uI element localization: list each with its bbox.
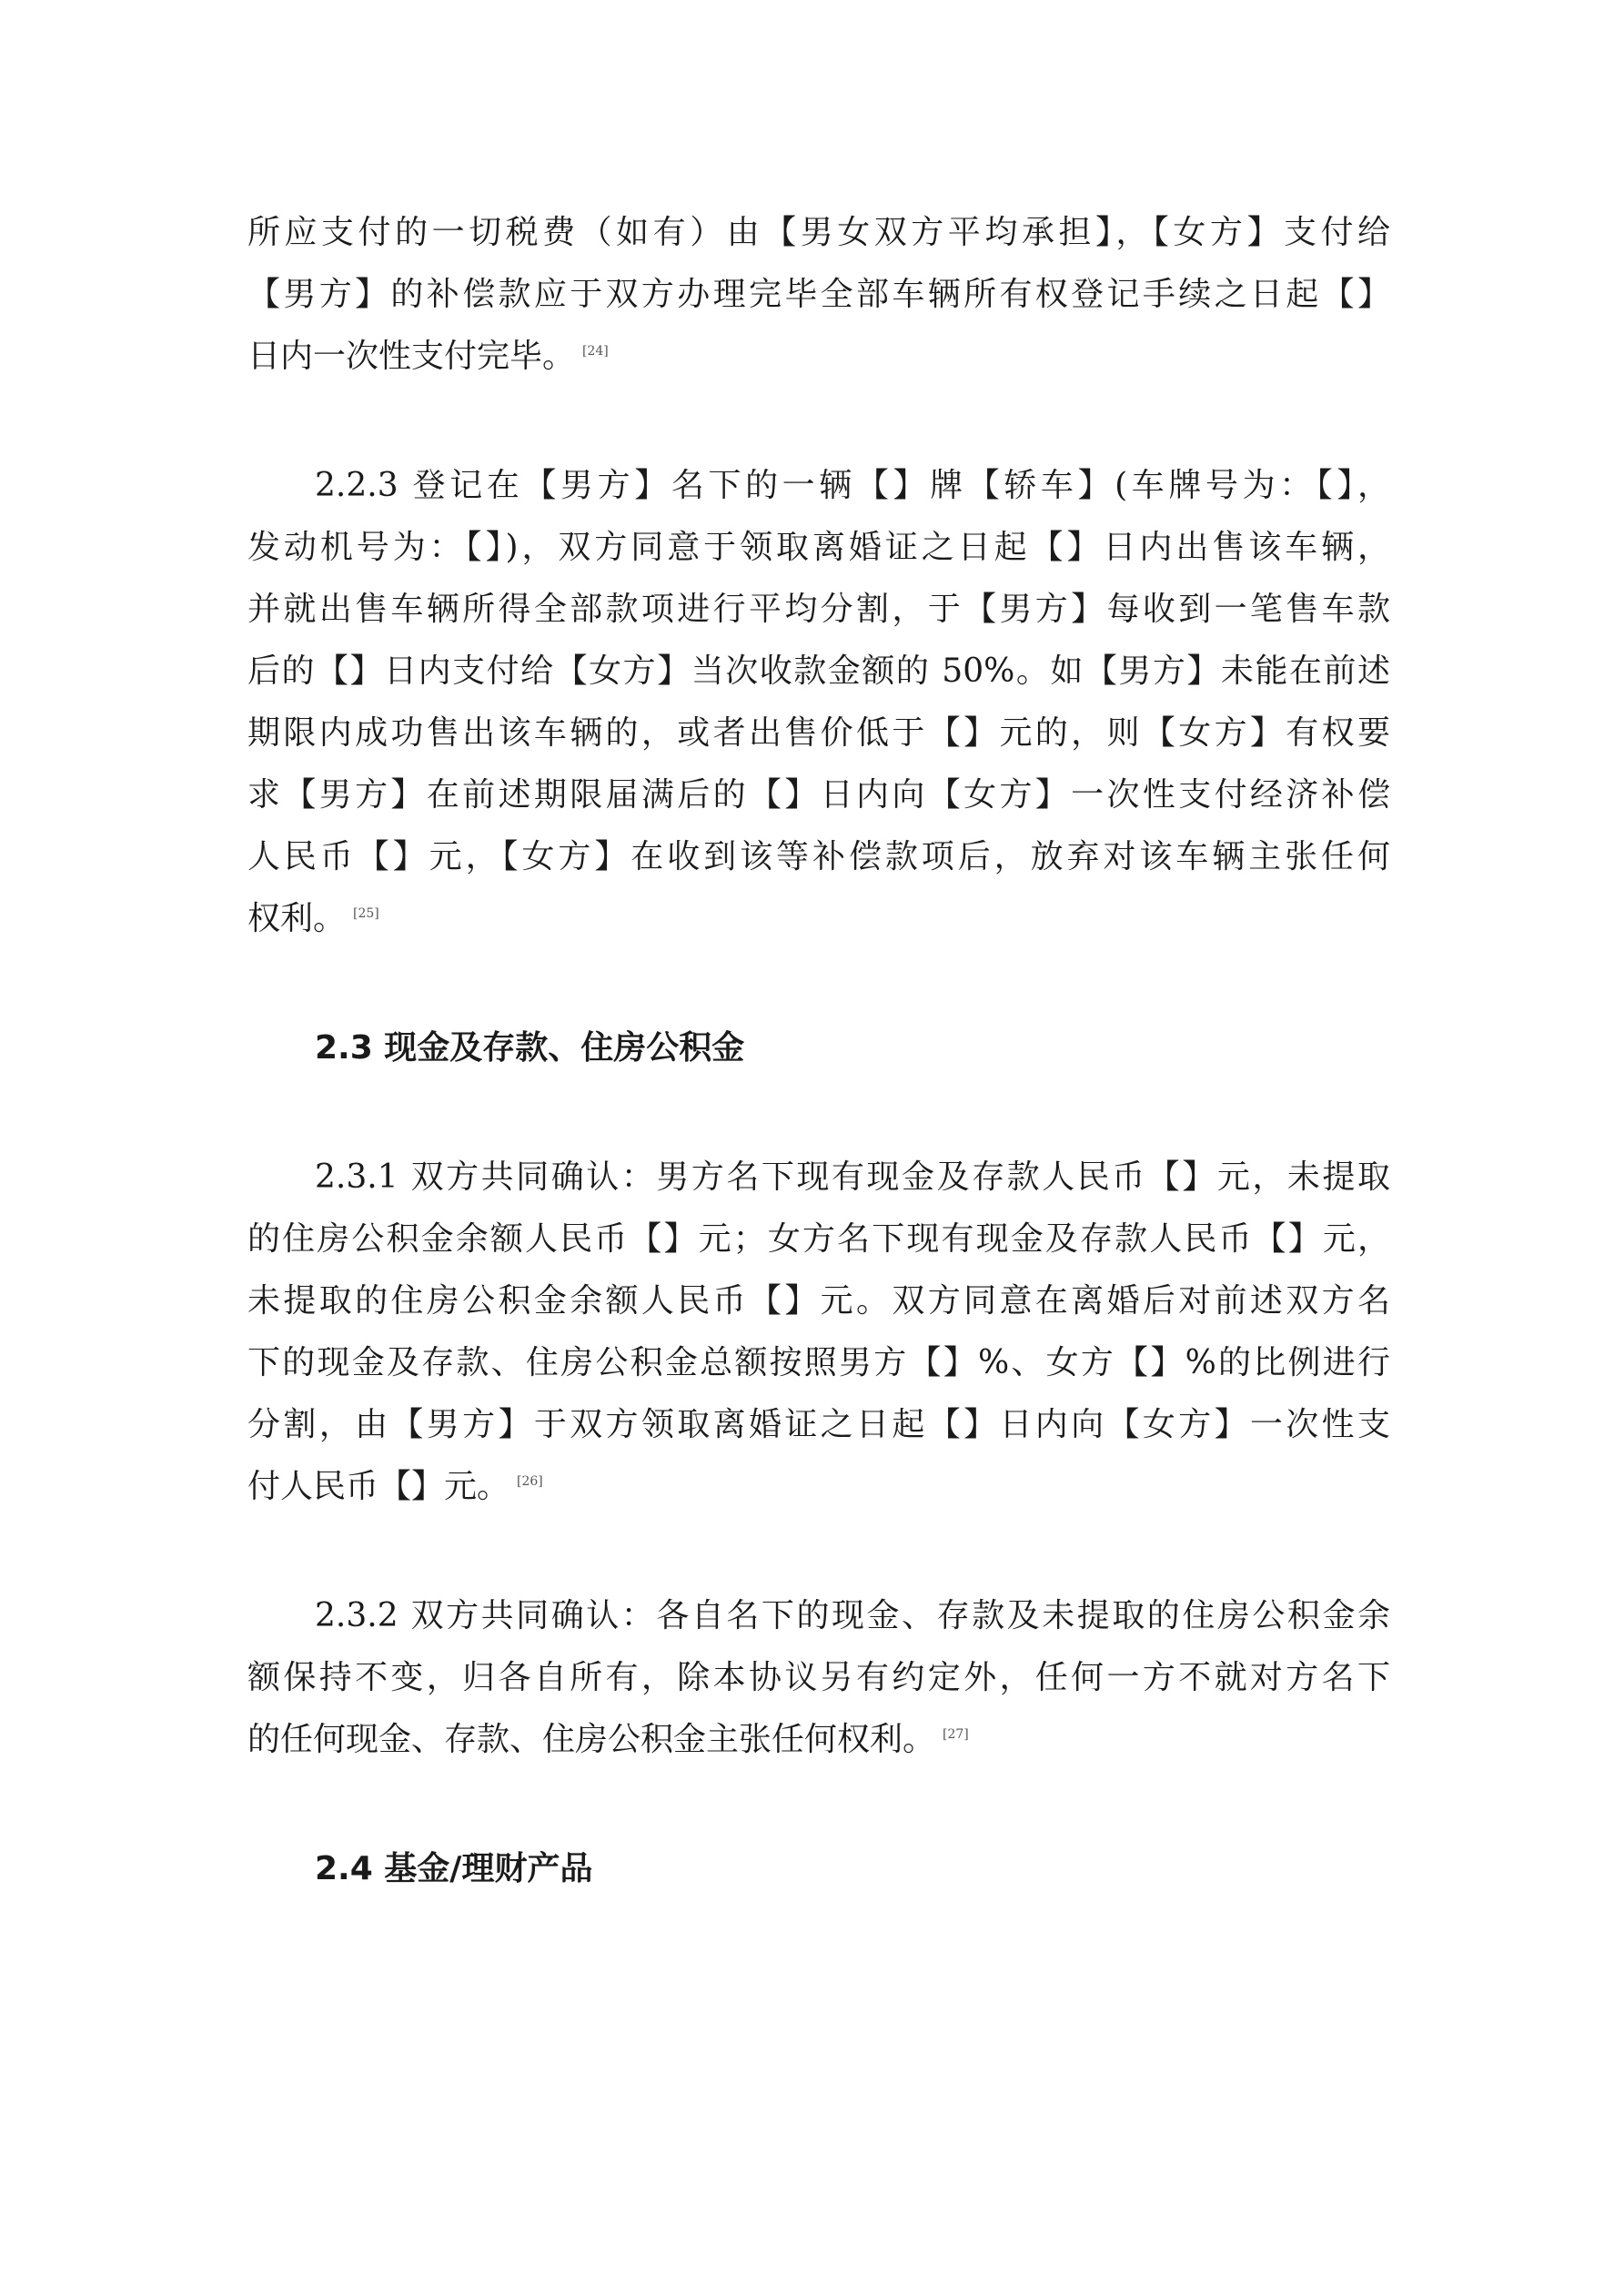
footnote-ref: [25] xyxy=(353,906,379,921)
text-line: 并就出售车辆所得全部款项进行平均分割，于【男方】每收到一笔售车款 xyxy=(247,591,1390,628)
footnote-ref: [27] xyxy=(943,1727,969,1742)
text-line-content: 付人民币【】元。 xyxy=(247,1468,510,1505)
text-line-content: 权利。 xyxy=(247,900,347,937)
text-line: 2.3.1 双方共同确认：男方名下现有现金及存款人民币【】元，未提取 xyxy=(315,1158,1390,1196)
text-line: 求【男方】在前述期限届满后的【】日内向【女方】一次性支付经济补偿 xyxy=(247,776,1390,814)
text-line: 下的现金及存款、住房公积金总额按照男方【】%、女方【】%的比例进行 xyxy=(247,1344,1390,1381)
document-page xyxy=(247,202,1390,1900)
text-line: 额保持不变，归各自所有，除本协议另有约定外，任何一方不就对方名下 xyxy=(247,1659,1390,1696)
paragraph-2-3-1 xyxy=(247,1147,1390,1518)
text-line xyxy=(247,326,1390,388)
section-heading-2-3: 2.3 现金及存款、住房公积金 xyxy=(315,1029,745,1067)
text-line xyxy=(247,888,1390,950)
paragraph-2-3-2 xyxy=(247,1585,1390,1771)
text-line: 的住房公积金余额人民币【】元；女方名下现有现金及存款人民币【】元， xyxy=(247,1220,1390,1258)
text-line: 2.2.3 登记在【男方】名下的一辆【】牌【轿车】(车牌号为：【】， xyxy=(315,467,1390,504)
text-line: 2.3.2 双方共同确认：各自名下的现金、存款及未提取的住房公积金余 xyxy=(315,1597,1390,1634)
text-line-content: 的任何现金、存款、住房公积金主张任何权利。 xyxy=(247,1721,936,1758)
text-line xyxy=(247,1456,1390,1518)
text-line: 【男方】的补偿款应于双方办理完毕全部车辆所有权登记手续之日起【】 xyxy=(247,276,1390,313)
text-line: 分割，由【男方】于双方领取离婚证之日起【】日内向【女方】一次性支 xyxy=(247,1406,1390,1443)
text-line: 人民币【】元，【女方】在收到该等补偿款项后，放弃对该车辆主张任何 xyxy=(247,838,1390,875)
paragraph-2-2-3 xyxy=(247,455,1390,950)
text-line: 未提取的住房公积金余额人民币【】元。双方同意在离婚后对前述双方名 xyxy=(247,1282,1390,1320)
text-line xyxy=(247,1709,1390,1771)
paragraph-tax-compensation xyxy=(247,202,1390,388)
text-line: 发动机号为：【】)，双方同意于领取离婚证之日起【】日内出售该车辆， xyxy=(247,529,1390,566)
section-heading-2-4: 2.4 基金/理财产品 xyxy=(315,1850,593,1887)
text-line: 后的【】日内支付给【女方】当次收款金额的 50%。如【男方】未能在前述 xyxy=(247,652,1390,690)
text-line: 所应支付的一切税费（如有）由【男女双方平均承担】，【女方】支付给 xyxy=(247,214,1390,251)
text-line: 期限内成功售出该车辆的，或者出售价低于【】元的，则【女方】有权要 xyxy=(247,714,1390,752)
text-line-content: 日内一次性支付完毕。 xyxy=(247,338,576,375)
footnote-ref: [24] xyxy=(582,344,609,359)
footnote-ref: [26] xyxy=(517,1474,543,1489)
